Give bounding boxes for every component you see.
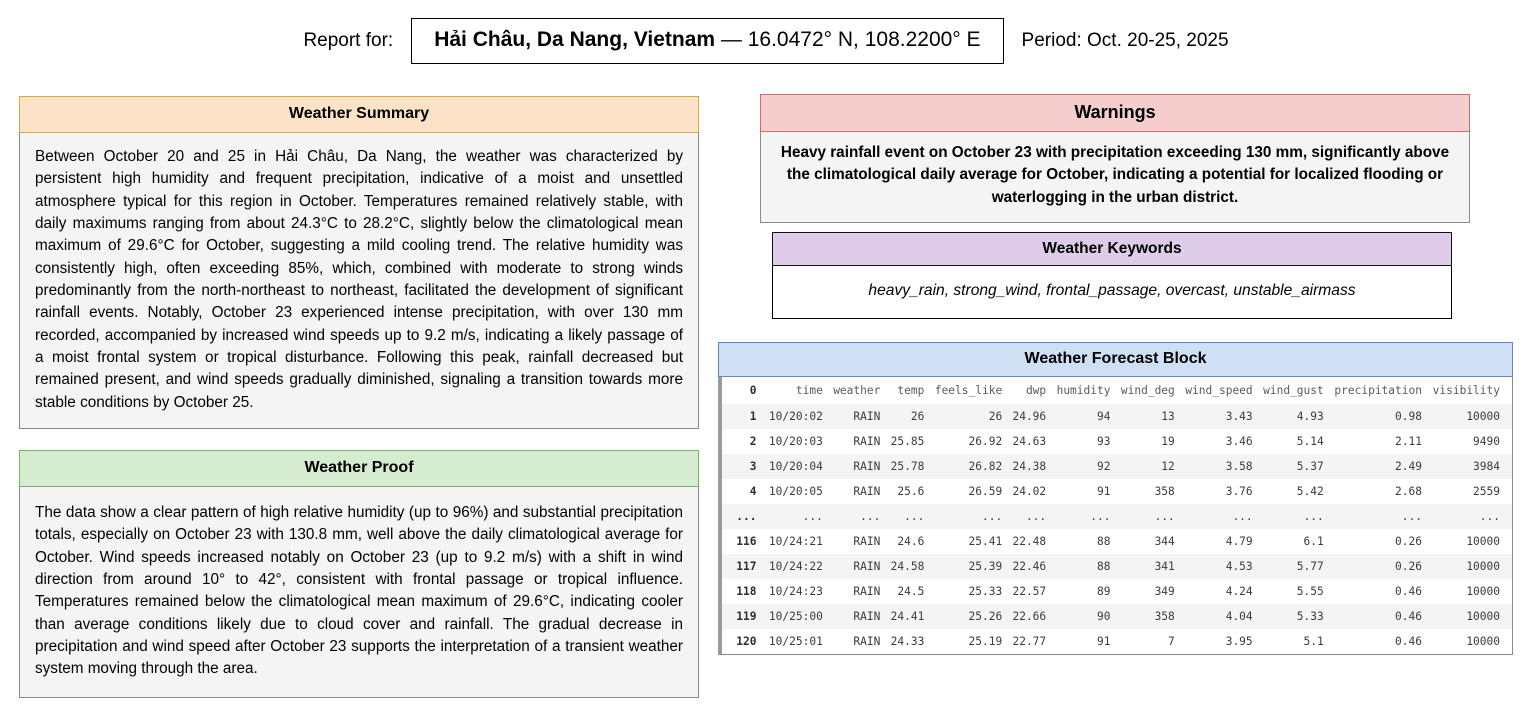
cell-temp: 25.85 xyxy=(890,435,925,448)
cell-wind_gust: 6.1 xyxy=(1303,535,1324,548)
cell-dwp: 22.46 xyxy=(1012,560,1047,573)
cell-time: 10/25:00 xyxy=(768,610,823,623)
cell-dwp: 24.38 xyxy=(1012,460,1047,473)
location-name: Hải Châu, Da Nang, Vietnam xyxy=(434,28,716,51)
weather-keywords-panel xyxy=(772,232,1452,319)
weather-keywords-title: Weather Keywords xyxy=(772,232,1452,266)
cell-weather: RAIN xyxy=(853,610,881,623)
cell-precipitation: 0.26 xyxy=(1395,560,1422,573)
cell-0: 3 xyxy=(749,460,757,473)
cell-wind_gust: 5.55 xyxy=(1296,585,1324,598)
cell-humidity: 88 xyxy=(1096,535,1111,548)
weather-keywords-text: heavy_rain, strong_wind, frontal_passage, overcast, unstable_airmass xyxy=(772,266,1452,319)
cell-0: 1 xyxy=(749,410,757,423)
cell-feels_like: 25.41 xyxy=(968,535,1003,548)
table-row[interactable] xyxy=(722,504,1512,529)
column-header-wind_gust: wind_gust xyxy=(1259,377,1330,404)
forecast-table xyxy=(722,377,1512,654)
cell-time: 10/20:05 xyxy=(768,485,823,498)
cell-visibility: 10000 xyxy=(1466,560,1500,573)
cell-dwp: 24.63 xyxy=(1012,435,1047,448)
cell-time: 10/25:01 xyxy=(768,635,823,648)
cell-weather: RAIN xyxy=(853,535,881,548)
report-for-label: Report for: xyxy=(303,30,394,51)
cell-temp: 24.6 xyxy=(897,535,925,548)
cell-wind_speed: 3.43 xyxy=(1225,410,1253,423)
column-header-wind_deg: wind_deg xyxy=(1116,377,1180,404)
cell-weather: RAIN xyxy=(853,460,881,473)
cell-feels_like: 26.92 xyxy=(968,435,1003,448)
cell-wind_gust: 5.14 xyxy=(1296,435,1324,448)
cell-visibility: 3984 xyxy=(1473,460,1500,473)
cell-time: 10/20:03 xyxy=(768,435,823,448)
cell-visibility: 10000 xyxy=(1466,410,1500,423)
cell-feels_like: 25.26 xyxy=(968,610,1003,623)
cell-wind_gust: 4.93 xyxy=(1296,410,1324,423)
cell-temp: 24.5 xyxy=(897,585,925,598)
cell-feels_like: 26.82 xyxy=(968,460,1003,473)
location-coordinates: — 16.0472° N, 108.2200° E xyxy=(715,28,981,51)
cell-temp: 25.78 xyxy=(890,460,925,473)
cell-feels_like: 25.39 xyxy=(968,560,1003,573)
column-header-wind_speed: wind_speed xyxy=(1181,377,1259,404)
cell-dwp: 22.48 xyxy=(1012,535,1047,548)
cell-wind_speed: 4.79 xyxy=(1225,535,1253,548)
cell-humidity: 92 xyxy=(1096,460,1111,473)
column-header-feels_like: feels_like xyxy=(930,377,1008,404)
cell-visibility: 10000 xyxy=(1466,635,1500,648)
cell-weather: RAIN xyxy=(853,485,881,498)
cell-time: 10/24:23 xyxy=(768,585,823,598)
cell-wind_gust: 5.1 xyxy=(1303,635,1324,648)
cell-wind_deg: ... xyxy=(1154,510,1175,523)
table-row[interactable] xyxy=(722,479,1512,504)
cell-feels_like: ... xyxy=(981,510,1003,523)
cell-precipitation: 2.11 xyxy=(1395,435,1422,448)
cell-feels_like: 26.59 xyxy=(968,485,1003,498)
cell-temp: 26 xyxy=(910,410,925,423)
cell-0: ... xyxy=(736,510,757,523)
cell-precipitation: 0.46 xyxy=(1395,635,1422,648)
cell-time: 10/20:02 xyxy=(768,410,823,423)
cell-precipitation: 0.98 xyxy=(1395,410,1422,423)
cell-precipitation: 0.46 xyxy=(1395,585,1422,598)
cell-time: 10/24:21 xyxy=(768,535,823,548)
weather-summary-panel xyxy=(19,96,699,429)
cell-wind_deg: 341 xyxy=(1154,560,1175,573)
cell-weather: RAIN xyxy=(853,585,881,598)
cell-wind_deg: 344 xyxy=(1154,535,1175,548)
warnings-panel xyxy=(760,94,1470,223)
cell-feels_like: 25.19 xyxy=(968,635,1003,648)
warnings-text: Heavy rainfall event on October 23 with precipitation exceeding 130 mm, significantly above the climatological daily average for October, indicating a potential for localized flooding or waterlogging in the urban district. xyxy=(760,132,1470,224)
forecast-table-container[interactable] xyxy=(718,377,1513,655)
cell-wind_deg: 19 xyxy=(1161,435,1175,448)
cell-dwp: ... xyxy=(1025,510,1047,523)
cell-dwp: 24.02 xyxy=(1012,485,1047,498)
column-header-temp: temp xyxy=(886,377,930,404)
cell-0: 118 xyxy=(736,585,757,598)
column-header-weather: weather xyxy=(829,377,887,404)
cell-0: 119 xyxy=(736,610,757,623)
cell-humidity: 88 xyxy=(1096,560,1111,573)
cell-temp: 25.6 xyxy=(897,485,925,498)
column-header-precipitation: precipitation xyxy=(1330,377,1428,404)
cell-wind_speed: 4.53 xyxy=(1225,560,1253,573)
location-box xyxy=(411,18,1003,64)
cell-0: 120 xyxy=(736,635,757,648)
table-row[interactable] xyxy=(722,604,1512,629)
cell-humidity: 94 xyxy=(1096,410,1111,423)
column-header-time: time xyxy=(765,377,829,404)
cell-humidity: ... xyxy=(1090,510,1111,523)
cell-wind_deg: 349 xyxy=(1154,585,1175,598)
cell-humidity: 91 xyxy=(1096,635,1111,648)
cell-visibility: 10000 xyxy=(1466,610,1500,623)
cell-precipitation: 2.68 xyxy=(1395,485,1422,498)
cell-dwp: 22.77 xyxy=(1012,635,1047,648)
cell-weather: RAIN xyxy=(853,560,881,573)
report-header xyxy=(0,18,1532,64)
weather-forecast-block-panel xyxy=(718,342,1513,655)
cell-temp: 24.41 xyxy=(890,610,925,623)
cell-weather: ... xyxy=(860,510,881,523)
weather-proof-panel xyxy=(19,450,699,698)
table-row[interactable] xyxy=(722,454,1512,479)
cell-wind_speed: 3.76 xyxy=(1225,485,1253,498)
weather-proof-title: Weather Proof xyxy=(19,450,699,487)
cell-0: 116 xyxy=(736,535,757,548)
cell-wind_speed: 4.24 xyxy=(1225,585,1253,598)
cell-temp: 24.58 xyxy=(890,560,925,573)
cell-visibility: 2559 xyxy=(1473,485,1500,498)
cell-wind_speed: 3.58 xyxy=(1225,460,1253,473)
weather-summary-title: Weather Summary xyxy=(19,96,699,133)
cell-humidity: 93 xyxy=(1096,435,1111,448)
cell-humidity: 90 xyxy=(1096,610,1111,623)
cell-wind_gust: ... xyxy=(1303,510,1324,523)
cell-dwp: 24.96 xyxy=(1012,410,1047,423)
table-row[interactable] xyxy=(722,554,1512,579)
column-header-visibility: visibility xyxy=(1428,377,1512,404)
cell-visibility: ... xyxy=(1479,510,1500,523)
table-row[interactable] xyxy=(722,404,1512,429)
warnings-title: Warnings xyxy=(760,94,1470,132)
weather-forecast-block-title: Weather Forecast Block xyxy=(718,342,1513,377)
cell-precipitation: 0.46 xyxy=(1395,610,1422,623)
cell-time: 10/20:04 xyxy=(768,460,823,473)
cell-wind_speed: 3.95 xyxy=(1225,635,1253,648)
cell-wind_deg: 12 xyxy=(1161,460,1175,473)
table-header-row xyxy=(722,377,1512,404)
cell-temp: ... xyxy=(904,510,925,523)
cell-precipitation: 0.26 xyxy=(1395,535,1422,548)
period-label: Period: Oct. 20-25, 2025 xyxy=(1021,30,1229,51)
column-header-dwp: dwp xyxy=(1008,377,1052,404)
forecast-table-body xyxy=(722,404,1512,654)
cell-temp: 24.33 xyxy=(890,635,925,648)
cell-weather: RAIN xyxy=(853,635,881,648)
forecast-table-head xyxy=(722,377,1512,404)
cell-humidity: 91 xyxy=(1096,485,1111,498)
cell-weather: RAIN xyxy=(853,410,881,423)
weather-summary-text: Between October 20 and 25 in Hải Châu, Da Nang, the weather was characterized by persistent high humidity and frequent precipitation, indicative of a moist and unsettled atmosphere typical for this region in October. Temperatures remained relatively stable, with daily maximums ranging from about 24.3°C to 28.2°C, slightly below the climatological mean maximum of 29.6°C for October, suggesting a mild cooling trend. The relative humidity was consistently high, often exceeding 85%, which, combined with moderate to strong winds predominantly from the north-northeast to northeast, facilitated the development of significant rainfall events. Notably, October 23 experienced intense precipitation, with over 130 mm recorded, accompanied by increased wind speeds up to 9.2 m/s, indicating a likely passage of a moist frontal system or tropical disturbance. Following this peak, rainfall decreased but remained present, and wind speeds gradually diminished, signaling a transition towards more stable conditions by October 25. xyxy=(19,133,699,429)
cell-wind_gust: 5.42 xyxy=(1296,485,1324,498)
cell-0: 2 xyxy=(749,435,757,448)
cell-weather: RAIN xyxy=(853,435,881,448)
cell-feels_like: 26 xyxy=(988,410,1003,423)
cell-precipitation: ... xyxy=(1401,510,1422,523)
cell-wind_gust: 5.33 xyxy=(1296,610,1324,623)
column-header-humidity: humidity xyxy=(1052,377,1116,404)
cell-visibility: 10000 xyxy=(1466,585,1500,598)
cell-feels_like: 25.33 xyxy=(968,585,1003,598)
table-row[interactable] xyxy=(722,629,1512,654)
cell-dwp: 22.57 xyxy=(1012,585,1047,598)
cell-dwp: 22.66 xyxy=(1012,610,1047,623)
cell-wind_speed: ... xyxy=(1232,510,1253,523)
cell-visibility: 9490 xyxy=(1473,435,1500,448)
cell-time: ... xyxy=(802,510,823,523)
cell-visibility: 10000 xyxy=(1466,535,1500,548)
cell-wind_speed: 3.46 xyxy=(1225,435,1253,448)
table-row[interactable] xyxy=(722,529,1512,554)
cell-wind_deg: 7 xyxy=(1168,635,1175,648)
column-header-0: 0 xyxy=(722,377,765,404)
cell-time: 10/24:22 xyxy=(768,560,823,573)
cell-0: 4 xyxy=(749,485,757,498)
cell-0: 117 xyxy=(736,560,757,573)
cell-humidity: 89 xyxy=(1096,585,1111,598)
table-row[interactable] xyxy=(722,579,1512,604)
table-row[interactable] xyxy=(722,429,1512,454)
cell-wind_speed: 4.04 xyxy=(1225,610,1253,623)
cell-wind_gust: 5.77 xyxy=(1296,560,1324,573)
weather-proof-text: The data show a clear pattern of high relative humidity (up to 96%) and substantial precipitation totals, especially on October 23 with 130.8 mm, well above the daily climatological average for October. Wind speeds increased notably on October 23 (up to 9.2 m/s) with a shift in wind direction from around 10° to 42°, consistent with frontal passage or tropical influence. Temperatures remained below the climatological mean maximum of 29.6°C, indicating cooler than average conditions likely due to cloud cover and rainfall. The gradual decrease in precipitation and wind speed after October 23 supports the interpretation of a transient weather system moving through the area. xyxy=(19,487,699,698)
cell-wind_gust: 5.37 xyxy=(1296,460,1324,473)
cell-wind_deg: 358 xyxy=(1154,610,1175,623)
cell-precipitation: 2.49 xyxy=(1395,460,1422,473)
cell-wind_deg: 13 xyxy=(1161,410,1175,423)
cell-wind_deg: 358 xyxy=(1154,485,1175,498)
